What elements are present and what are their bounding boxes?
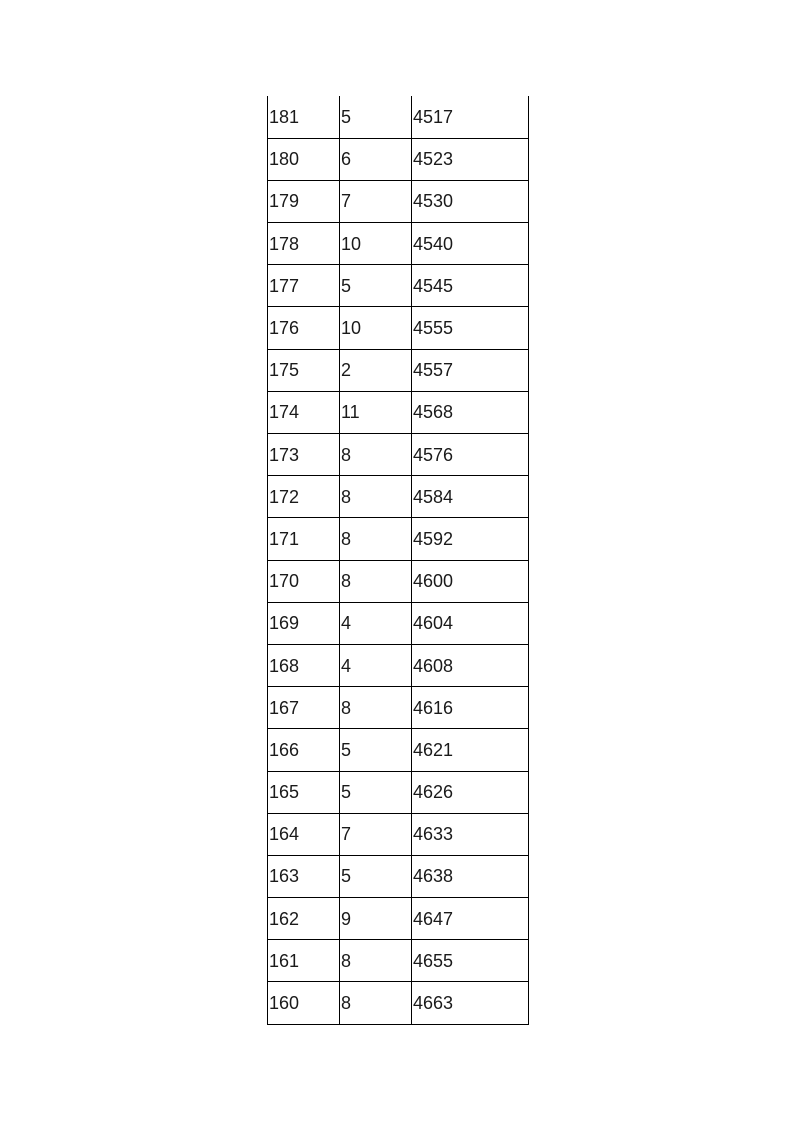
score-cell: 163 bbox=[268, 855, 340, 897]
score-cell: 178 bbox=[268, 223, 340, 265]
data-table bbox=[267, 96, 529, 1025]
cumulative-cell: 4555 bbox=[412, 307, 529, 349]
count-cell: 7 bbox=[340, 813, 412, 855]
score-cell: 173 bbox=[268, 434, 340, 476]
score-cell: 175 bbox=[268, 349, 340, 391]
table-row bbox=[268, 729, 529, 771]
count-cell: 5 bbox=[340, 96, 412, 138]
count-cell: 10 bbox=[340, 223, 412, 265]
count-cell: 5 bbox=[340, 729, 412, 771]
score-cell: 165 bbox=[268, 771, 340, 813]
cumulative-cell: 4530 bbox=[412, 180, 529, 222]
count-cell: 4 bbox=[340, 602, 412, 644]
cumulative-cell: 4621 bbox=[412, 729, 529, 771]
count-cell: 10 bbox=[340, 307, 412, 349]
score-cell: 161 bbox=[268, 940, 340, 982]
score-cell: 168 bbox=[268, 644, 340, 686]
cumulative-cell: 4663 bbox=[412, 982, 529, 1024]
cumulative-cell: 4655 bbox=[412, 940, 529, 982]
table-row bbox=[268, 560, 529, 602]
table-row bbox=[268, 434, 529, 476]
table-row bbox=[268, 940, 529, 982]
score-cell: 176 bbox=[268, 307, 340, 349]
score-cell: 179 bbox=[268, 180, 340, 222]
table-row bbox=[268, 771, 529, 813]
score-cell: 169 bbox=[268, 602, 340, 644]
count-cell: 5 bbox=[340, 771, 412, 813]
count-cell: 7 bbox=[340, 180, 412, 222]
table-row bbox=[268, 898, 529, 940]
cumulative-cell: 4545 bbox=[412, 265, 529, 307]
count-cell: 8 bbox=[340, 940, 412, 982]
count-cell: 8 bbox=[340, 687, 412, 729]
count-cell: 8 bbox=[340, 434, 412, 476]
table-row bbox=[268, 518, 529, 560]
table-row bbox=[268, 349, 529, 391]
table-row bbox=[268, 180, 529, 222]
table-row bbox=[268, 687, 529, 729]
score-cell: 170 bbox=[268, 560, 340, 602]
cumulative-cell: 4517 bbox=[412, 96, 529, 138]
cumulative-cell: 4523 bbox=[412, 138, 529, 180]
cumulative-cell: 4584 bbox=[412, 476, 529, 518]
table-row bbox=[268, 96, 529, 138]
score-cell: 172 bbox=[268, 476, 340, 518]
cumulative-cell: 4568 bbox=[412, 391, 529, 433]
count-cell: 11 bbox=[340, 391, 412, 433]
score-cell: 177 bbox=[268, 265, 340, 307]
cumulative-cell: 4592 bbox=[412, 518, 529, 560]
table-row bbox=[268, 602, 529, 644]
count-cell: 8 bbox=[340, 560, 412, 602]
table-row bbox=[268, 982, 529, 1024]
count-cell: 6 bbox=[340, 138, 412, 180]
score-cell: 162 bbox=[268, 898, 340, 940]
count-cell: 8 bbox=[340, 476, 412, 518]
count-cell: 4 bbox=[340, 644, 412, 686]
table-row bbox=[268, 813, 529, 855]
score-cell: 181 bbox=[268, 96, 340, 138]
table-row bbox=[268, 138, 529, 180]
count-cell: 8 bbox=[340, 518, 412, 560]
table-row bbox=[268, 307, 529, 349]
cumulative-cell: 4616 bbox=[412, 687, 529, 729]
score-cell: 171 bbox=[268, 518, 340, 560]
score-cell: 160 bbox=[268, 982, 340, 1024]
cumulative-cell: 4600 bbox=[412, 560, 529, 602]
table-row bbox=[268, 223, 529, 265]
cumulative-cell: 4576 bbox=[412, 434, 529, 476]
table-body bbox=[268, 96, 529, 1024]
score-cell: 167 bbox=[268, 687, 340, 729]
count-cell: 8 bbox=[340, 982, 412, 1024]
cumulative-cell: 4626 bbox=[412, 771, 529, 813]
count-cell: 5 bbox=[340, 265, 412, 307]
cumulative-cell: 4604 bbox=[412, 602, 529, 644]
count-cell: 9 bbox=[340, 898, 412, 940]
cumulative-cell: 4557 bbox=[412, 349, 529, 391]
score-cell: 180 bbox=[268, 138, 340, 180]
score-cell: 164 bbox=[268, 813, 340, 855]
score-cell: 166 bbox=[268, 729, 340, 771]
table-row bbox=[268, 644, 529, 686]
count-cell: 5 bbox=[340, 855, 412, 897]
count-cell: 2 bbox=[340, 349, 412, 391]
score-cell: 174 bbox=[268, 391, 340, 433]
cumulative-cell: 4638 bbox=[412, 855, 529, 897]
cumulative-cell: 4647 bbox=[412, 898, 529, 940]
cumulative-cell: 4540 bbox=[412, 223, 529, 265]
table-row bbox=[268, 855, 529, 897]
table-row bbox=[268, 476, 529, 518]
cumulative-cell: 4633 bbox=[412, 813, 529, 855]
cumulative-cell: 4608 bbox=[412, 644, 529, 686]
table-row bbox=[268, 265, 529, 307]
table-row bbox=[268, 391, 529, 433]
